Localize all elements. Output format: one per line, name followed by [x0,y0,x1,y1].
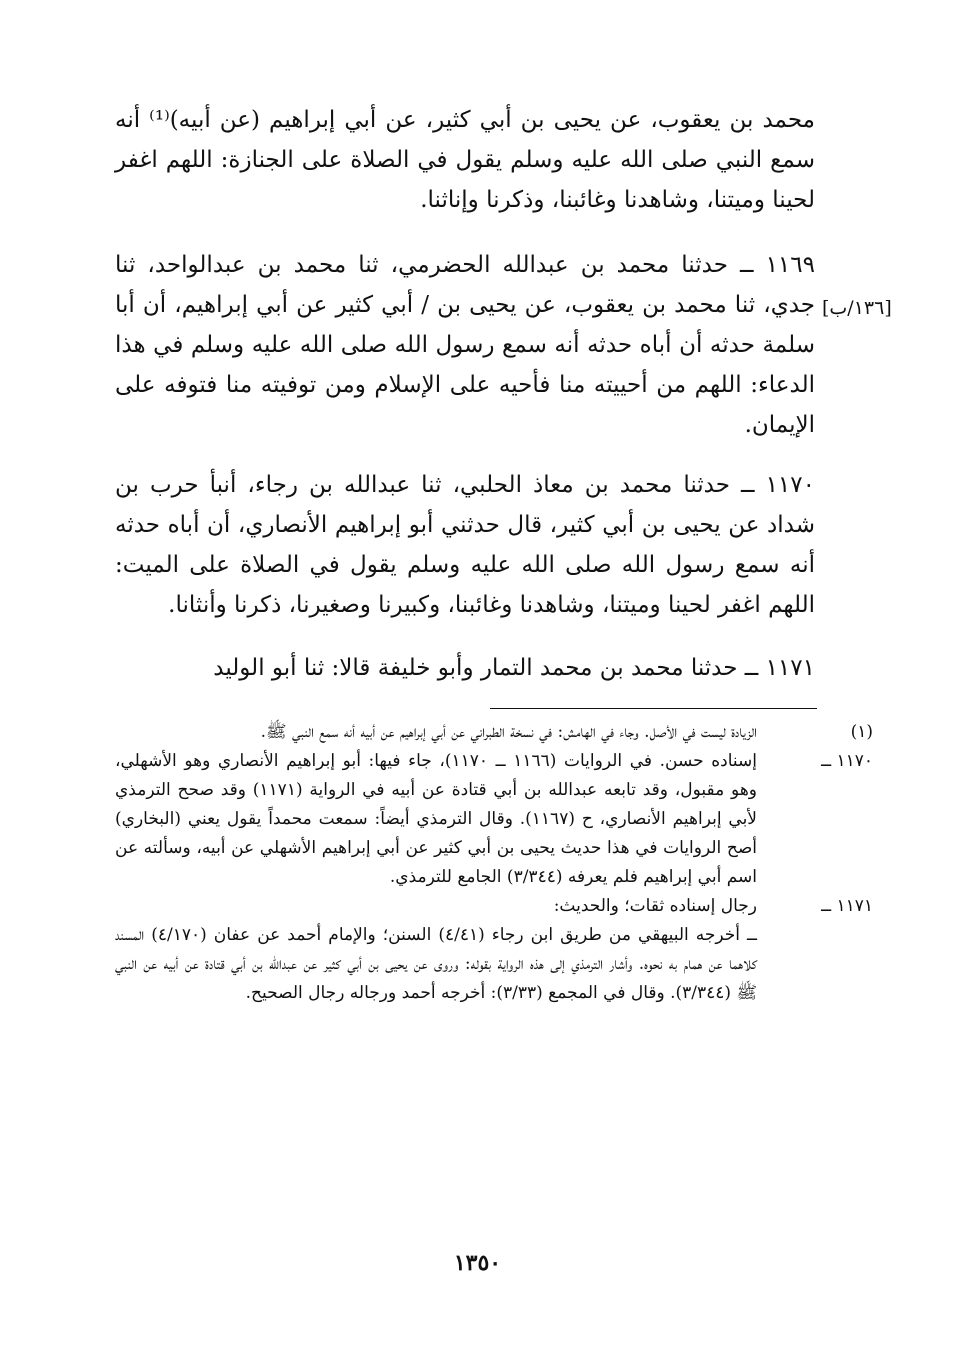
footnote-text: الزيادة ليست في الأصل. وجاء في الهامش: في نسخة الطبراني عن أبي إبراهيم عن أبيه أنه سمع النبي ﷺ. [260,722,757,742]
paragraph-continuation [115,100,815,220]
body-text: محمد بن يعقوب، عن يحيى بن أبي كثير، عن أبي إبراهيم (عن أبيه)⁽¹⁾ أنه سمع النبي صلى الله عليه وسلم يقول في الصلاة على الجنازة: اللهم اغفر لحينا وميتنا، وشاهدنا وغائبنا، وذكرنا وإناثنا. [115,107,815,213]
footnote-text: رجال إسناده ثقات؛ والحديث: [553,896,757,916]
hadith-1171 [115,648,815,688]
page-number: ١٣٥٠ [453,1250,502,1276]
footnote-1171 [115,892,873,921]
hadith-1169 [115,245,815,445]
footnote-1170 [115,747,873,892]
footnote-1 [115,718,873,747]
margin-folio-note: [١٣٦/ب] [822,297,892,319]
hadith-1170 [115,465,815,625]
footnote-number: ١١٧٠ ــ [821,751,873,771]
body-text: ١١٦٩ ــ حدثنا محمد بن عبدالله الحضرمي، ثنا محمد بن عبدالواحد، ثنا جدي، ثنا محمد بن يعقوب، عن يحيى بن / أبي كثير عن أبي إبراهيم، أن أبا سلمة حدثه أن أباه حدثه أنه سمع رسول الله صلى الله عليه وسلم في هذا الدعاء: اللهم من أحييته منا فأحيه على الإسلام ومن توفيته منا فتوفه على الإيمان. [115,252,815,438]
footnote-1171-continuation: ــ أخرجه البيهقي من طريق ابن رجاء (٤/٤١) السنن؛ والإمام أحمد عن عفان (٤/١٧٠) المسند كلاهما عن همام به نحوه. وأشار الترمذي إلى هذه الرواية بقوله: وروى عن يحيى بن أبي كثير عن عبدالله بن أبي قتادة عن أبيه عن النبي ﷺ (٣/٣٤٤). وقال في المجمع (٣/٣٣): أخرجه أحمد ورجاله رجال الصحيح. [115,925,757,1003]
footnote-separator [490,708,817,709]
body-text: ١١٧٠ ــ حدثنا محمد بن معاذ الحلبي، ثنا عبدالله بن رجاء، أنبأ حرب بن شداد عن يحيى بن أبي كثير، قال حدثني أبو إبراهيم الأنصاري، أن أباه حدثه أنه سمع رسول الله صلى الله عليه وسلم يقول في الصلاة على الميت: اللهم اغفر لحينا وميتنا، وشاهدنا وغائبنا، وكبيرنا وصغيرنا، ذكرنا وأنثانا. [115,472,815,618]
footnote-text: إسناده حسن. في الروايات (١١٦٦ ــ ١١٧٠)، جاء فيها: أبو إبراهيم الأنصاري وهو الأشهلي، وهو مقبول، وقد تابعه عبدالله بن أبي قتادة عن أبيه في الرواية (١١٧١) وقد صحح الترمذي لأبي إبراهيم الأنصاري، ح (١١٦٧). وقال الترمذي أيضاً: سمعت محمداً يقول يعني (البخاري) أصح الروايات في هذا حديث يحيى بن أبي كثير عن أبي إبراهيم الأشهلي عن أبيه، وسألته عن اسم أبي إبراهيم فلم يعرفه (٣/٣٤٤) الجامع للترمذي. [115,751,757,887]
footnote-number: (١) [850,722,873,742]
body-text: ١١٧١ ــ حدثنا محمد بن محمد التمار وأبو خليفة قالا: ثنا أبو الوليد [213,655,815,681]
footnote-number: ١١٧١ ــ [821,896,873,916]
footnotes [115,718,873,1008]
